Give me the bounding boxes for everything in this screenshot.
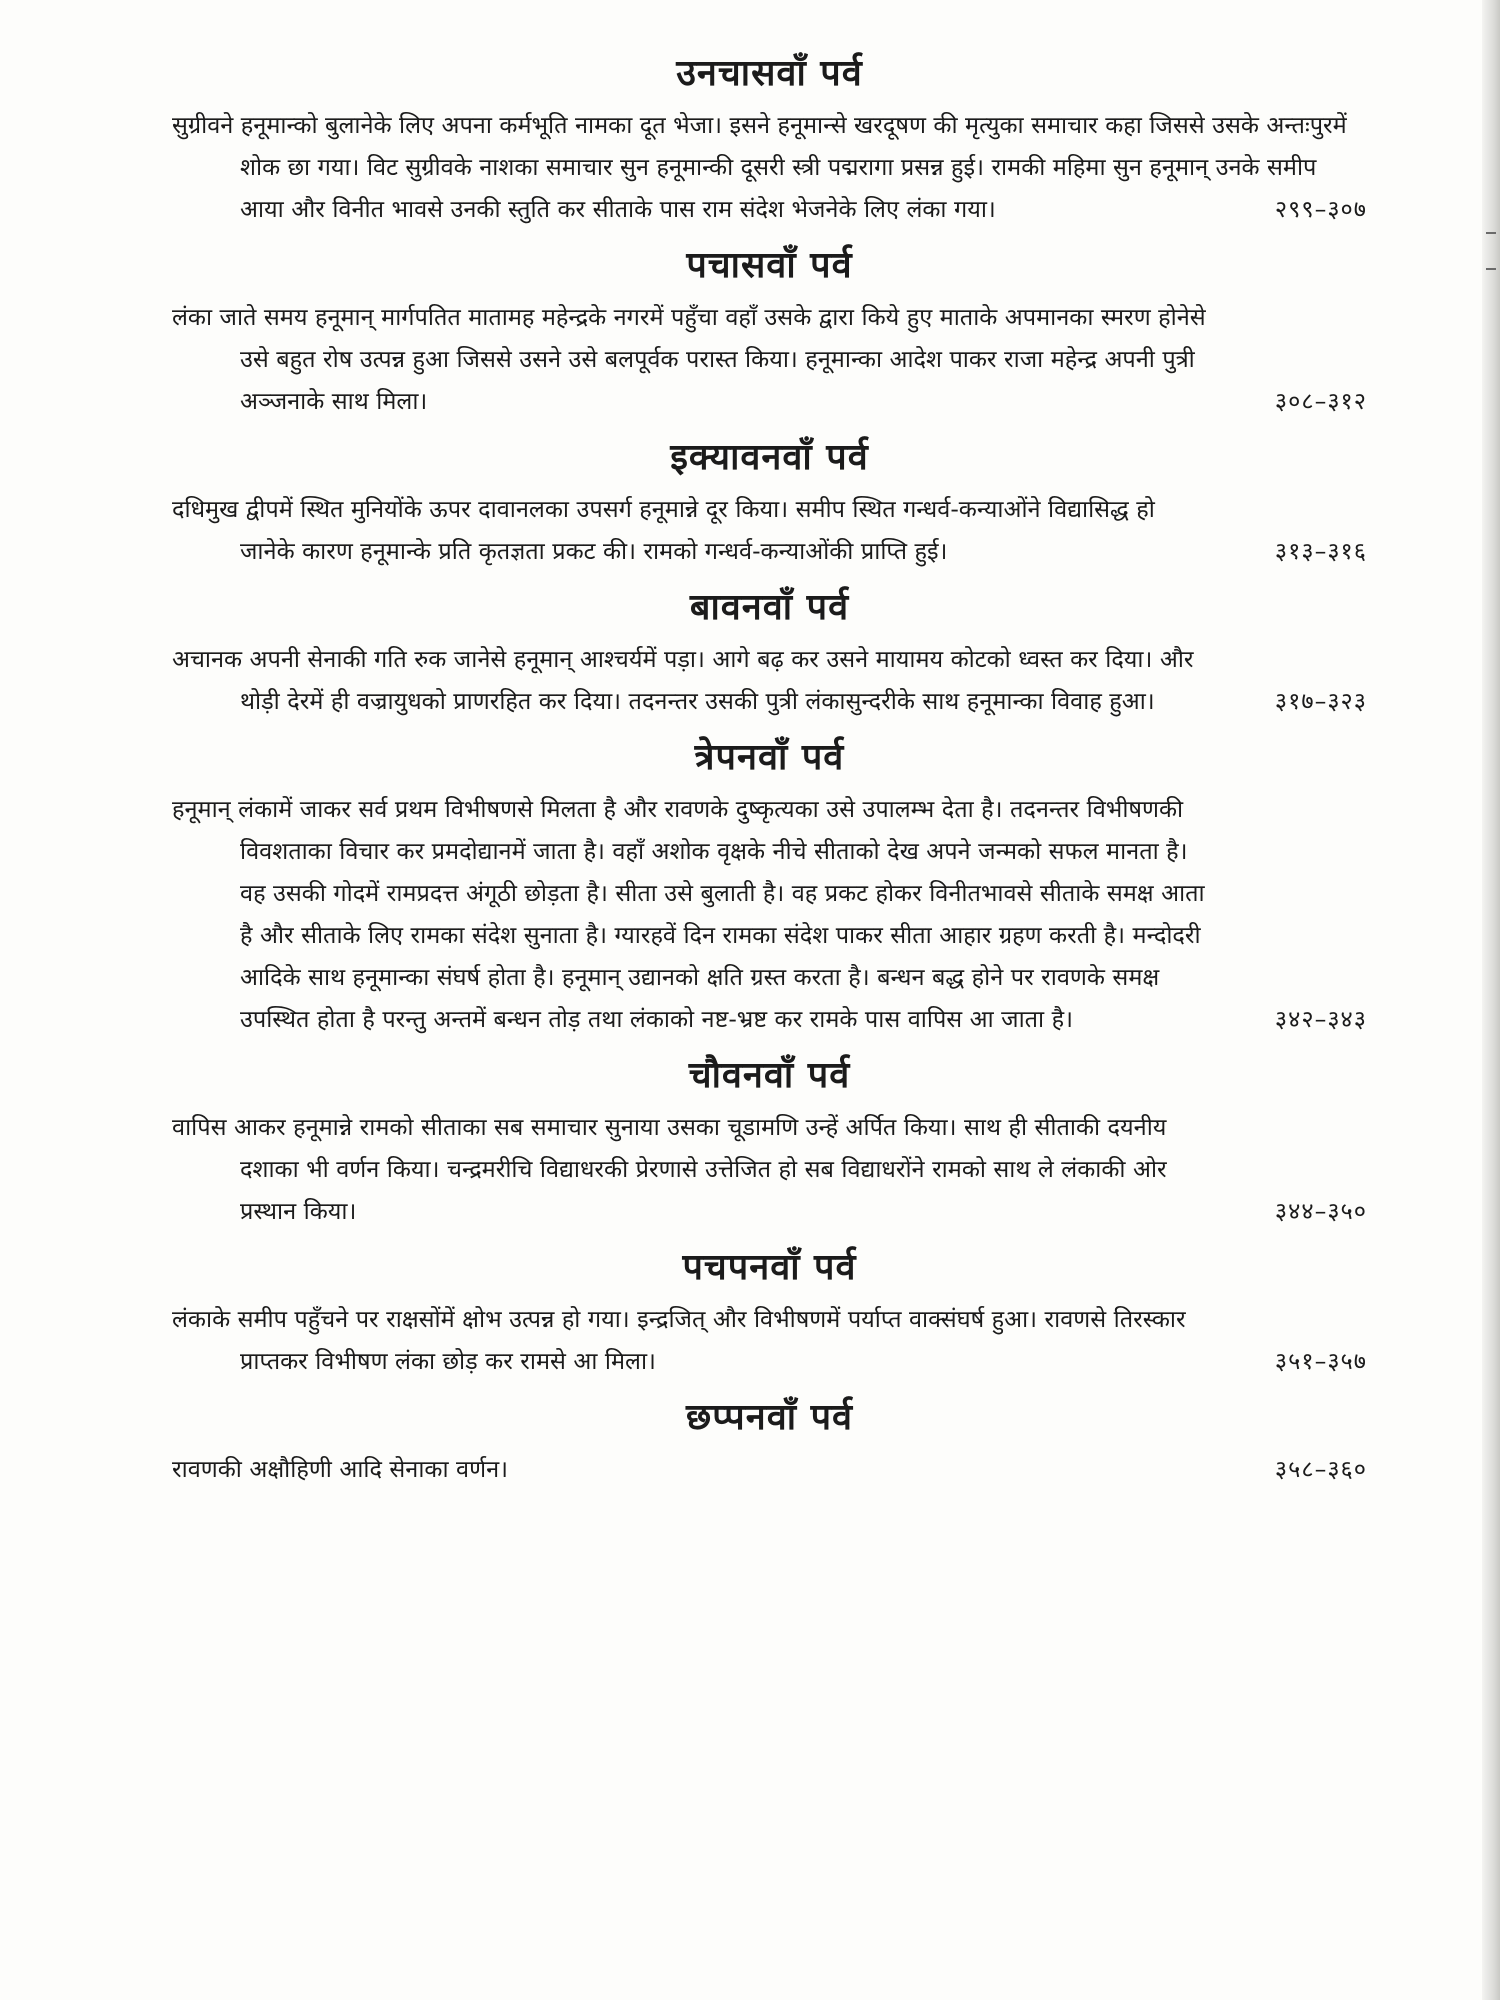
section-heading: इक्यावनवाँ पर्व bbox=[670, 437, 869, 478]
edge-mark bbox=[1486, 232, 1496, 234]
page-range: ३४२–३४३ bbox=[1274, 1005, 1367, 1033]
section-heading: चौवनवाँ पर्व bbox=[688, 1055, 851, 1096]
section-summary: लंकाके समीप पहुँचने पर राक्षसोंमें क्षोभ उत्पन्न हो गया। इन्द्रजित् और विभीषणमें पर्याप्त वाक्संघर्ष हुआ। रावणसे तिरस्कार प्राप्तकर विभीषण लंका छोड़ कर रामसे आ मिला। bbox=[172, 1305, 1186, 1375]
section-summary: हनूमान् लंकामें जाकर सर्व प्रथम विभीषणसे मिलता है और रावणके दुष्कृत्यका उसे उपालम्भ देता है। तदनन्तर विभीषणकी विवशताका विचार कर प्रमदोद्यानमें जाता है। वहाँ अशोक वृक्षके नीचे सीताको देख अपने जन्मको सफल मानता है। वह उसकी गोदमें रामप्रदत्त अंगूठी छोड़ता है। सीता उसे बुलाती है। वह प्रकट होकर विनीतभावसे सीताके समक्ष आता है और सीताके लिए रामका संदेश सुनाता है। ग्यारहवें दिन रामका संदेश पाकर सीता आहार ग्रहण करती है। मन्दोदरी आदिके साथ हनूमान्का संघर्ष होता है। हनूमान् उद्यानको क्षति ग्रस्त करता है। बन्धन बद्ध होने पर रावणके समक्ष उपस्थित होता है परन्तु अन्तमें बन्धन तोड़ तथा लंकाको नष्ट-भ्रष्ट कर रामके पास वापिस आ जाता है। bbox=[172, 795, 1205, 1033]
section-49 bbox=[172, 44, 1367, 230]
section-entry bbox=[172, 1448, 1367, 1490]
section-51 bbox=[172, 428, 1367, 572]
section-summary: रावणकी अक्षौहिणी आदि सेनाका वर्णन। bbox=[172, 1455, 509, 1483]
edge-mark bbox=[1486, 268, 1496, 270]
section-summary: वापिस आकर हनूमान्ने रामको सीताका सब समाचार सुनाया उसका चूडामणि उन्हें अर्पित किया। साथ ही सीताकी दयनीय दशाका भी वर्णन किया। चन्द्रमरीचि विद्याधरकी प्रेरणासे उत्तेजित हो सब विद्याधरोंने रामको साथ ले लंकाकी ओर प्रस्थान किया। bbox=[172, 1113, 1167, 1225]
section-heading: पचासवाँ पर्व bbox=[686, 245, 853, 286]
section-entry bbox=[172, 1298, 1367, 1382]
section-heading: उनचासवाँ पर्व bbox=[676, 53, 863, 94]
page-range: ३४४–३५० bbox=[1274, 1197, 1367, 1225]
page-range: ३१३–३१६ bbox=[1274, 537, 1367, 565]
page-range: ३०८–३१२ bbox=[1274, 387, 1367, 415]
section-heading: पचपनवाँ पर्व bbox=[682, 1247, 857, 1288]
section-entry bbox=[172, 788, 1367, 1040]
page-range: ३१७–३२३ bbox=[1274, 687, 1367, 715]
section-entry bbox=[172, 488, 1367, 572]
section-heading: बावनवाँ पर्व bbox=[689, 587, 850, 628]
page-range: ३५८–३६० bbox=[1274, 1455, 1367, 1483]
page-edge-shadow bbox=[1482, 0, 1500, 2000]
section-entry bbox=[172, 638, 1367, 722]
section-summary: अचानक अपनी सेनाकी गति रुक जानेसे हनूमान् आश्चर्यमें पड़ा। आगे बढ़ कर उसने मायामय कोटको ध्वस्त कर दिया। और थोड़ी देरमें ही वज्रायुधको प्राणरहित कर दिया। तदनन्तर उसकी पुत्री लंकासुन्दरीके साथ हनूमान्का विवाह हुआ। bbox=[172, 645, 1194, 715]
section-entry bbox=[172, 296, 1367, 422]
section-50 bbox=[172, 236, 1367, 422]
section-summary: सुग्रीवने हनूमान्को बुलानेके लिए अपना कर्मभूति नामका दूत भेजा। इसने हनूमान्से खरदूषण की मृत्युका समाचार कहा जिससे उसके अन्तःपुरमें शोक छा गया। विट सुग्रीवके नाशका समाचार सुन हनूमान्की दूसरी स्त्री पद्मरागा प्रसन्न हुई। रामकी महिमा सुन हनूमान् उनके समीप आया और विनीत भावसे उनकी स्तुति कर सीताके पास राम संदेश भेजनेके लिए लंका गया। bbox=[172, 111, 1347, 223]
section-heading: त्रेपनवाँ पर्व bbox=[694, 737, 845, 778]
section-heading: छप्पनवाँ पर्व bbox=[685, 1397, 854, 1438]
section-56 bbox=[172, 1388, 1367, 1490]
section-summary: लंका जाते समय हनूमान् मार्गपतित मातामह महेन्द्रके नगरमें पहुँचा वहाँ उसके द्वारा किये हुए माताके अपमानका स्मरण होनेसे उसे बहुत रोष उत्पन्न हुआ जिससे उसने उसे बलपूर्वक परास्त किया। हनूमान्का आदेश पाकर राजा महेन्द्र अपनी पुत्री अञ्जनाके साथ मिला। bbox=[172, 303, 1206, 415]
section-53 bbox=[172, 728, 1367, 1040]
section-summary: दधिमुख द्वीपमें स्थित मुनियोंके ऊपर दावानलका उपसर्ग हनूमान्ने दूर किया। समीप स्थित गन्धर्व-कन्याओंने विद्यासिद्ध हो जानेके कारण हनूमान्के प्रति कृतज्ञता प्रकट की। रामको गन्धर्व-कन्याओंकी प्राप्ति हुई। bbox=[172, 495, 1155, 565]
section-entry bbox=[172, 1106, 1367, 1232]
section-54 bbox=[172, 1046, 1367, 1232]
section-55 bbox=[172, 1238, 1367, 1382]
contents-list bbox=[172, 44, 1367, 1496]
page-range: ३५१–३५७ bbox=[1274, 1347, 1367, 1375]
page-range: २९९–३०७ bbox=[1274, 195, 1367, 223]
section-52 bbox=[172, 578, 1367, 722]
section-entry bbox=[172, 104, 1367, 230]
